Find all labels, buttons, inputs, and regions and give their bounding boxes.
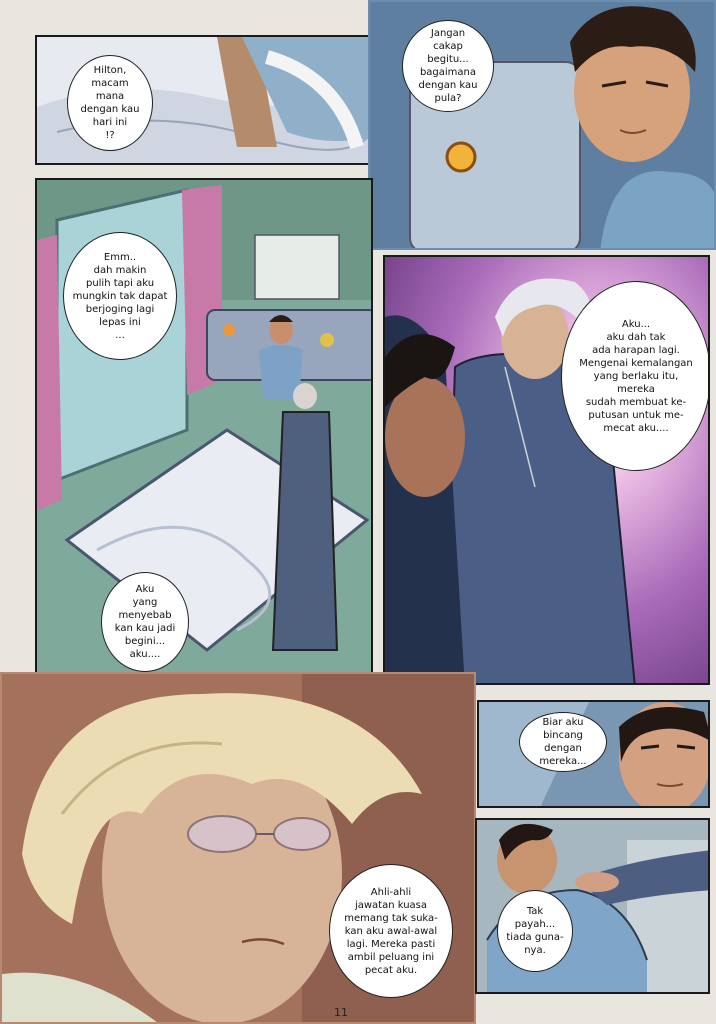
speech-bubble: Hilton, macam mana dengan kau hari ini !? [67, 55, 153, 151]
panel-7 [475, 818, 710, 994]
speech-bubble: Biar aku bincang dengan mereka... [519, 712, 607, 772]
panel-1 [35, 35, 373, 165]
panel-4 [383, 255, 710, 685]
panel-3 [35, 178, 373, 683]
panel-5 [0, 672, 476, 1024]
page-number: 11 [334, 1006, 348, 1019]
panel-2 [368, 0, 716, 250]
speech-bubble: Tak payah... tiada guna- nya. [497, 890, 573, 972]
speech-bubble: Ahli-ahli jawatan kuasa memang tak suka- kan aku awal-awal lagi. Mereka pasti ambil peluang ini pecat aku. [329, 864, 453, 998]
speech-bubble: Aku... aku dah tak ada harapan lagi. Mengenai kemalangan yang berlaku itu, mereka sudah membuat ke- putusan untuk me- mecat aku.... [561, 281, 710, 471]
panel-6 [477, 700, 710, 808]
speech-bubble: Aku yang menyebab kan kau jadi begini... aku.... [101, 572, 189, 672]
speech-bubble: Emm.. dah makin pulih tapi aku mungkin tak dapat berjoging lagi lepas ini ... [63, 232, 177, 360]
speech-bubble: Jangan cakap begitu... bagaimana dengan kau pula? [402, 20, 494, 112]
